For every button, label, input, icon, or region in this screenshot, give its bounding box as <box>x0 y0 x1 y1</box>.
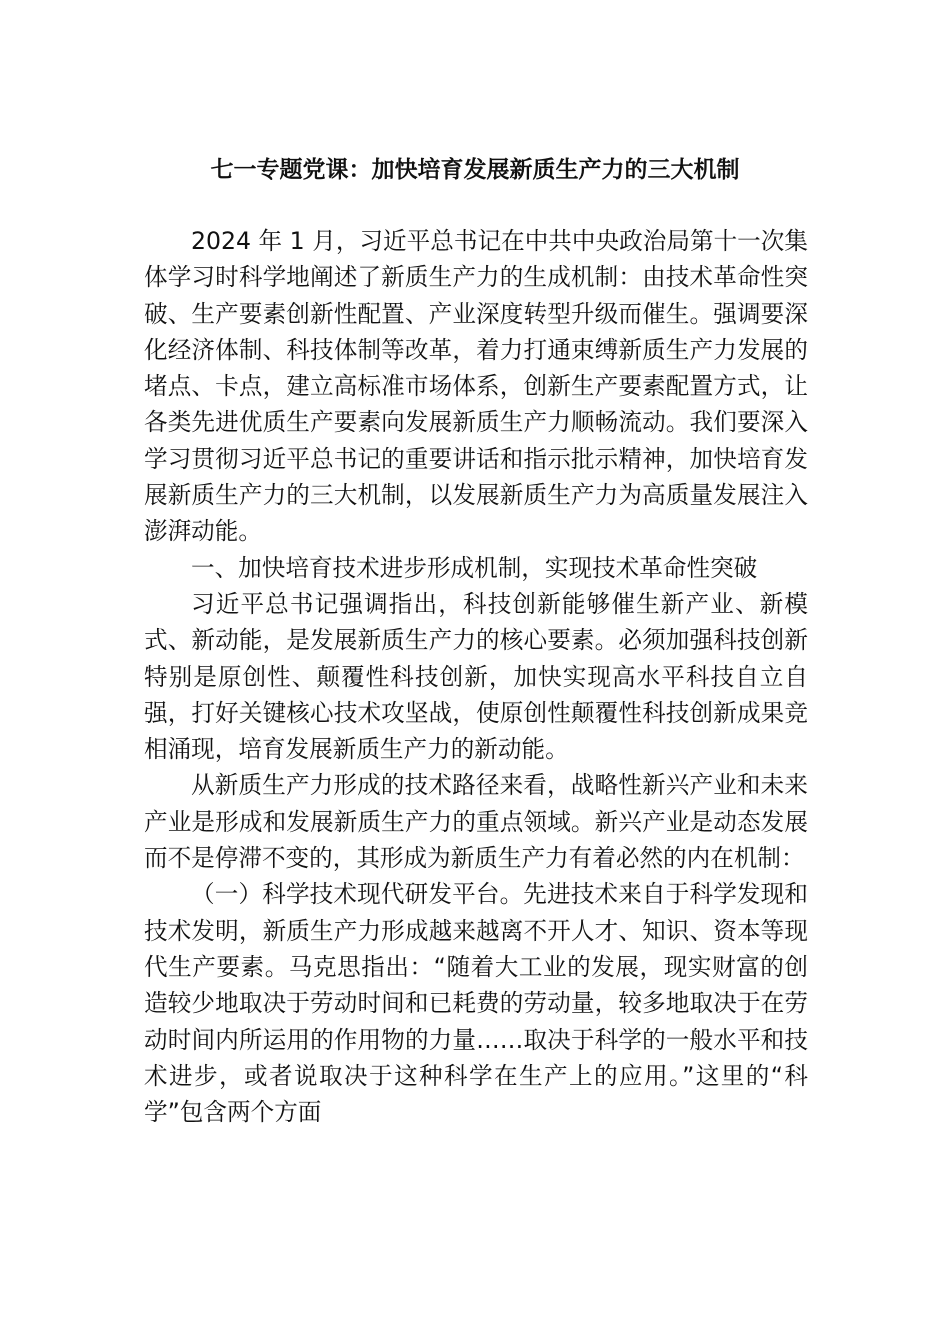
paragraph-intro: 2024 年 1 月，习近平总书记在中共中央政治局第十一次集体学习时科学地阐述了新质生产力的生成机制：由技术革命性突破、生产要素创新性配置、产业深度转型升级而催生。强调要深化经济体制、科技体制等改革，着力打通束缚新质生产力发展的堵点、卡点，建立高标准市场体系，创新生产要素配置方式，让各类先进优质生产要素向发展新质生产力顺畅流动。我们要深入学习贯彻习近平总书记的重要讲话和指示批示精神，加快培育发展新质生产力的三大机制，以发展新质生产力为高质量发展注入澎湃动能。 <box>144 227 808 546</box>
section-heading-1: 一、加快培育技术进步形成机制，实现技术革命性突破 <box>191 553 758 582</box>
document-body <box>144 223 808 1130</box>
paragraph-research-platform: （一）科学技术现代研发平台。先进技术来自于科学发现和技术发明，新质生产力形成越来越离不开人才、知识、资本等现代生产要素。马克思指出：“随着大工业的发展，现实财富的创造较少地取决于劳动时间和已耗费的劳动量，较多地取决于在劳动时间内所运用的作用物的力量……取决于科学的一般水平和技术进步，或者说取决于这种科学在生产上的应用。”这里的“科学”包含两个方面 <box>144 880 808 1127</box>
paragraph-tech-path: 从新质生产力形成的技术路径来看，战略性新兴产业和未来产业是形成和发展新质生产力的重点领域。新兴产业是动态发展而不是停滞不变的，其形成为新质生产力有着必然的内在机制： <box>144 771 808 873</box>
document-title: 七一专题党课：加快培育发展新质生产力的三大机制 <box>210 157 740 183</box>
paragraph-tech-innovation: 习近平总书记强调指出，科技创新能够催生新产业、新模式、新动能，是发展新质生产力的核心要素。必须加强科技创新特别是原创性、颠覆性科技创新，加快实现高水平科技自立自强，打好关键核心技术攻坚战，使原创性颠覆性科技创新成果竞相涌现，培育发展新质生产力的新动能。 <box>144 589 808 764</box>
